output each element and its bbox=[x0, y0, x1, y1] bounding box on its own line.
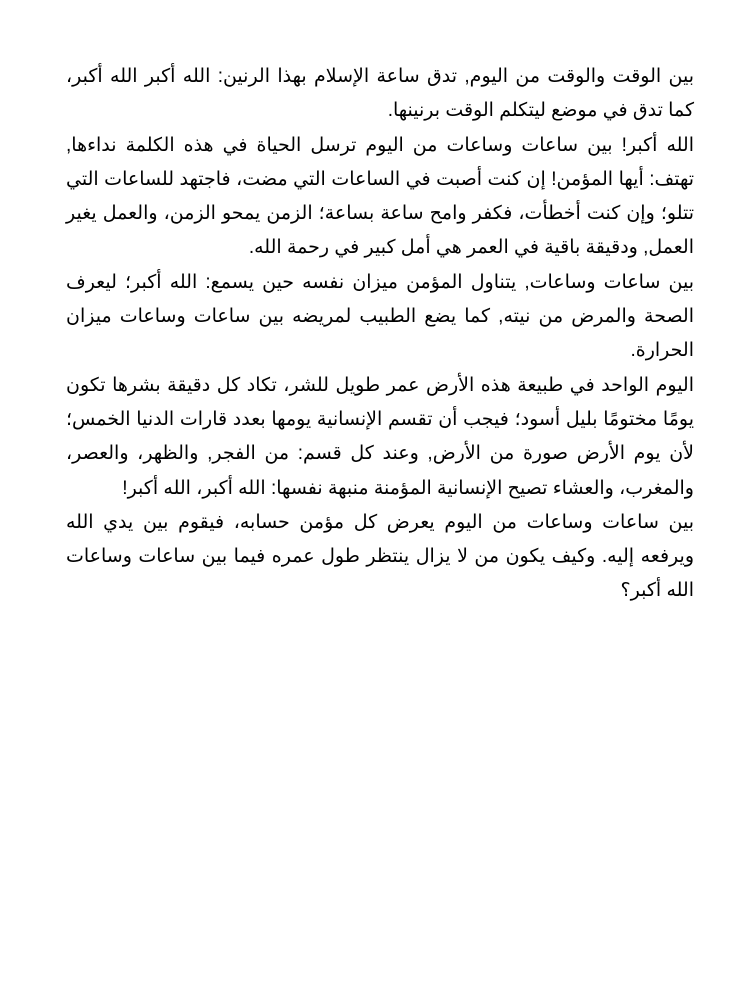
paragraph-4: اليوم الواحد في طبيعة هذه الأرض عمر طويل للشر، تكاد كل دقيقة بشرها تكون يومًا مختومًا بليل أسود؛ فيجب أن تقسم الإنسانية يومها بعدد قارات الدنيا الخمس؛ لأن يوم الأرض صورة من الأرض, وعند كل قسم: من الفجر, والظهر، والعصر، والمغرب، والعشاء تصيح الإنسانية المؤمنة منبهة نفسها: الله أكبر، الله أكبر! bbox=[66, 374, 694, 499]
paragraph-1: بين الوقت والوقت من اليوم, تدق ساعة الإسلام بهذا الرنين: الله أكبر الله أكبر، كما تدق في موضع ليتكلم الوقت برنينها. bbox=[66, 66, 694, 122]
paragraph-3: بين ساعات وساعات, يتناول المؤمن ميزان نفسه حين يسمع: الله أكبر؛ ليعرف الصحة والمرض من نيته, كما يضع الطبيب لمريضه بين ساعات وساعات ميزان الحرارة. bbox=[66, 271, 695, 362]
paragraph-2: الله أكبر! بين ساعات وساعات من اليوم ترسل الحياة في هذه الكلمة نداءها, تهتف: أيها المؤمن! إن كنت أصبت في الساعات التي مضت، فاجتهد للساعات التي تتلو؛ وإن كنت أخطأت، فكفر وامح ساعة بساعة؛ الزمن يمحو الزمن، والعمل يغير العمل, ودقيقة باقية في العمر هي أمل كبير في رحمة الله. bbox=[66, 134, 694, 259]
paragraph-5: بين ساعات وساعات من اليوم يعرض كل مؤمن حسابه، فيقوم بين يدي الله ويرفعه إليه. وكيف يكون من لا يزال ينتظر طول عمره فيما بين ساعات وساعات الله أكبر؟ bbox=[66, 511, 694, 602]
article-body bbox=[66, 60, 694, 609]
